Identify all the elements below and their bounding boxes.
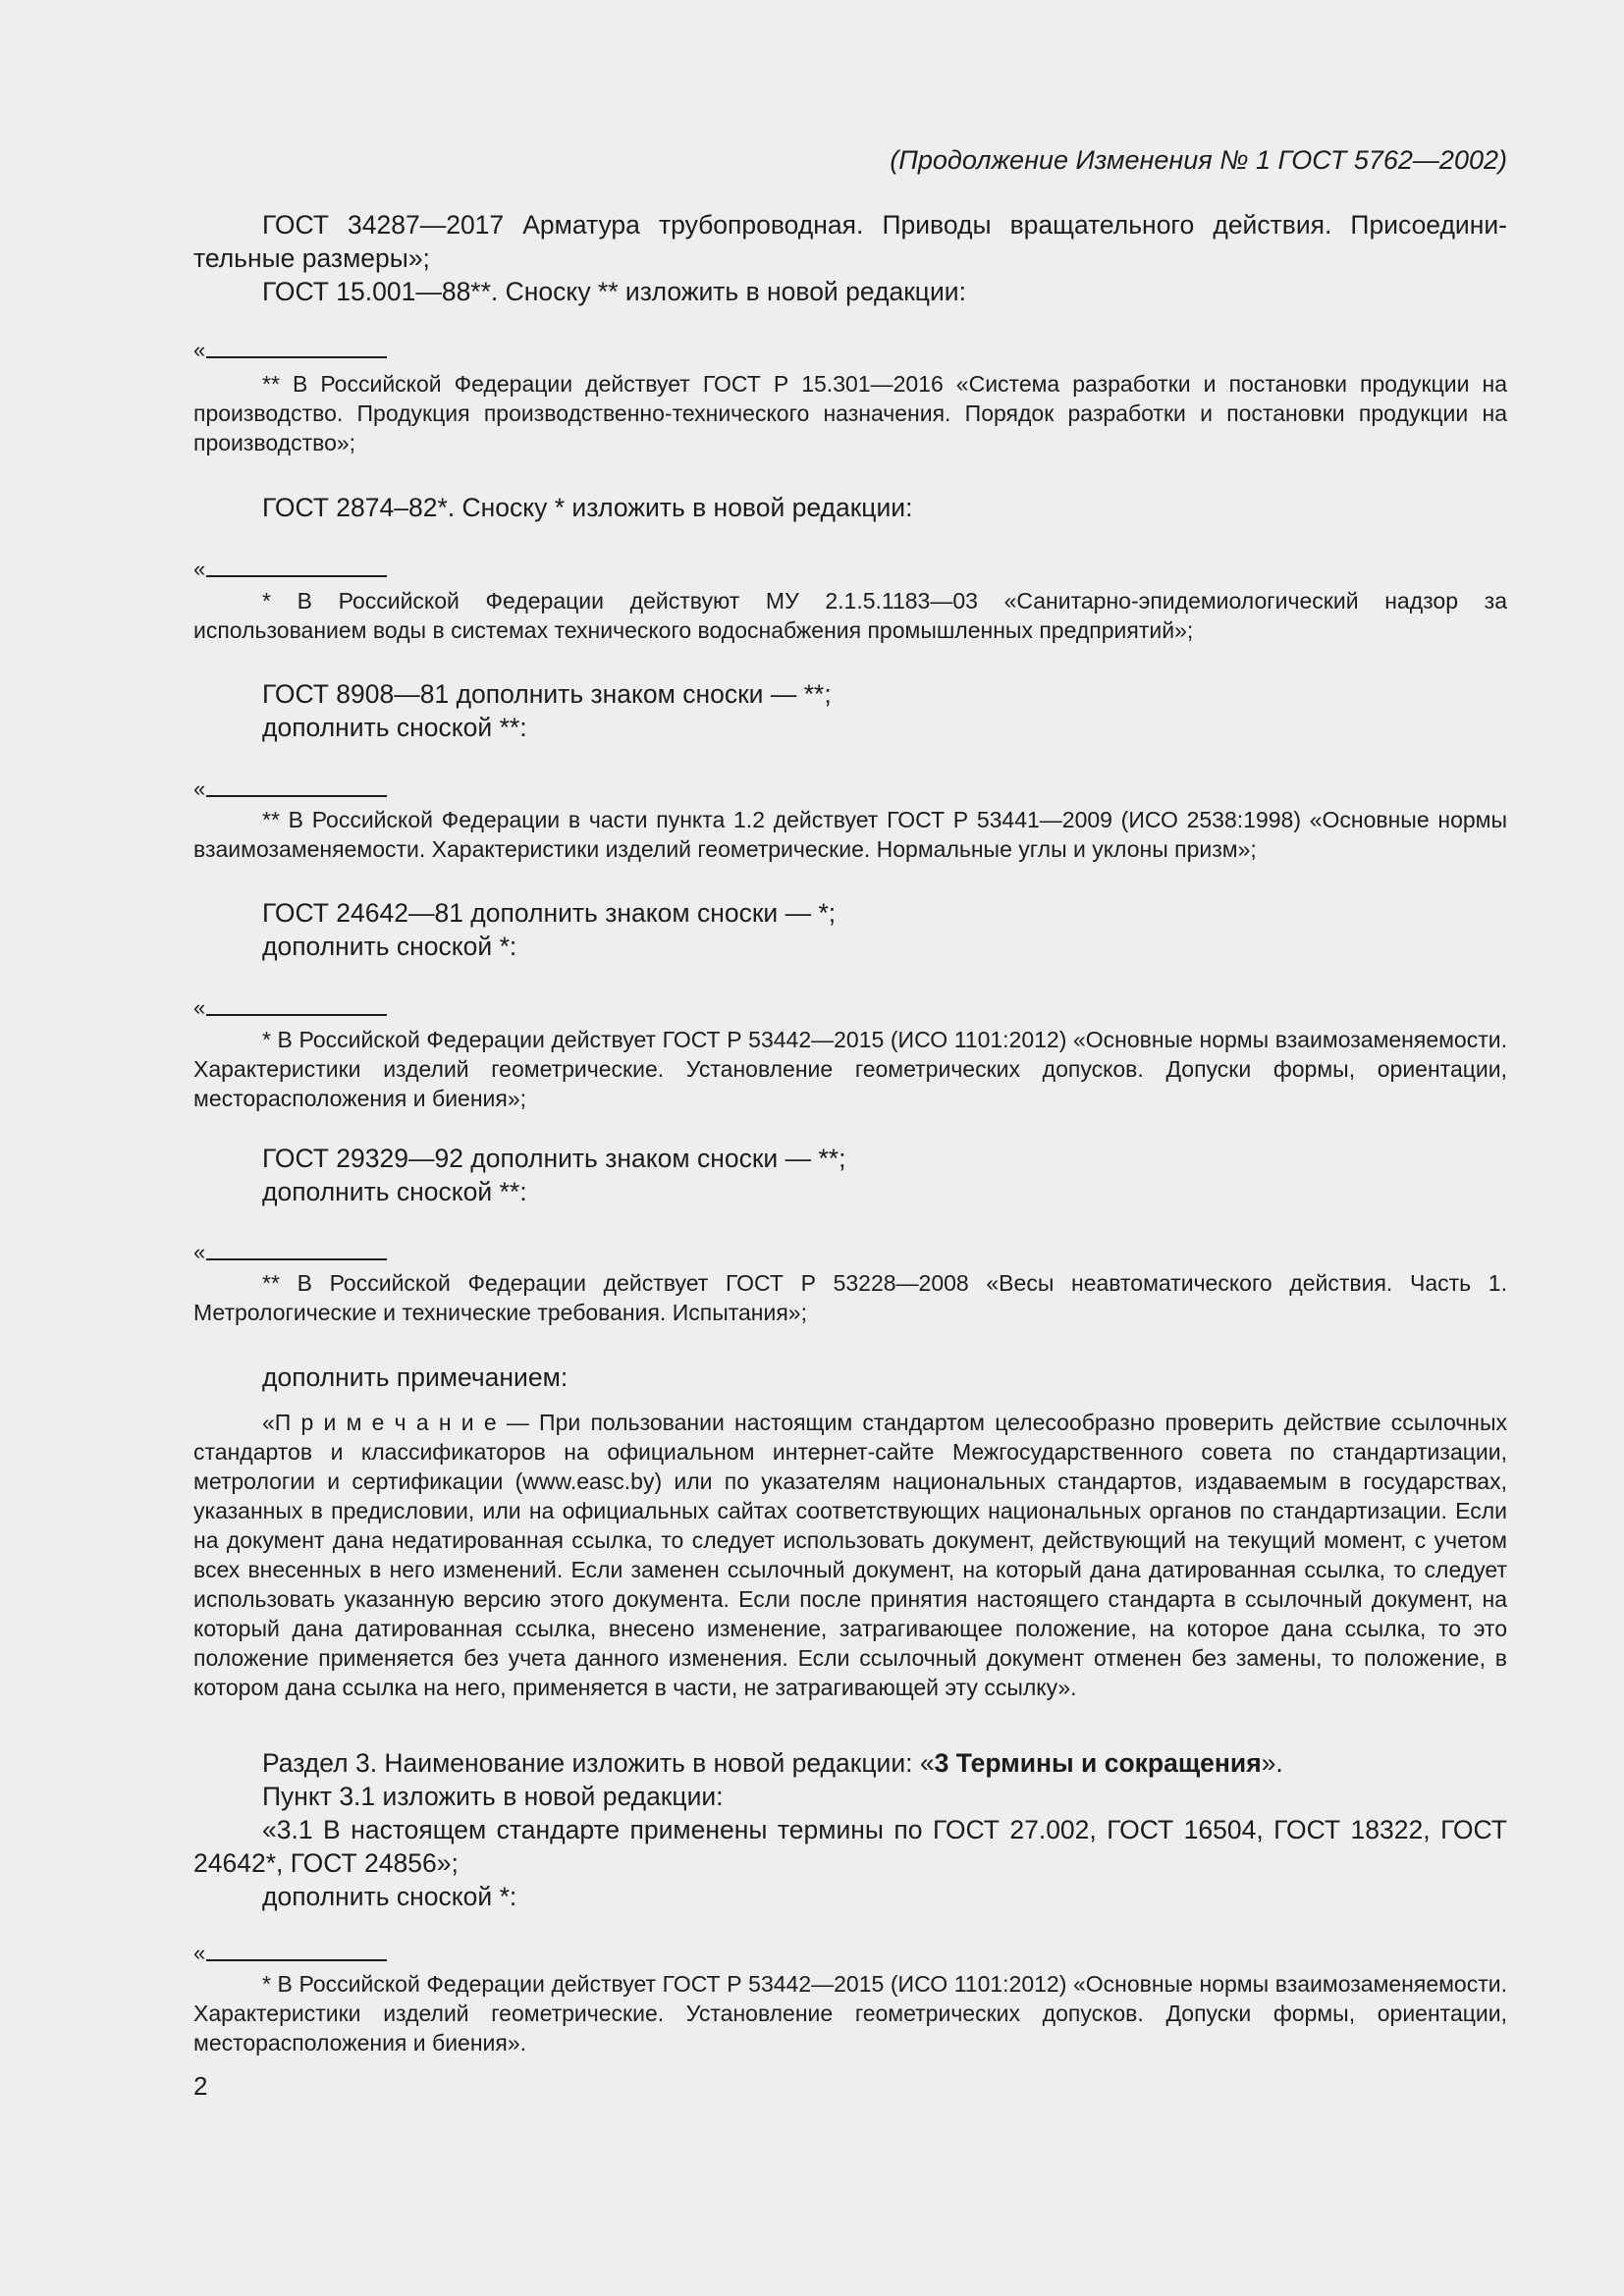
footnote-quote-mark: « [193, 995, 206, 1020]
amendment-block-3 [193, 677, 1507, 744]
footnote-quote-mark: « [193, 1240, 206, 1264]
amendment-block-6 [193, 1361, 1507, 1394]
footnote-mu-2151183: * В Российской Федерации действуют МУ 2.1.5.1183—03 «Санитарно-эпидемиологический надзор за использованием воды в системах технического водоснабжения промышленных предприятий»; [193, 588, 1507, 643]
footnote-rule [206, 1258, 387, 1260]
footnote-separator [193, 557, 390, 588]
note-text: «П р и м е ч а н и е — При пользовании настоящим стандартом целесообразно проверить действие ссылочных стандартов и классификаторов на официальном интернет-сайте Межгосударственного совета по стандартизации, метрологии и сертификации (www.easc.by) или по указателям национальных стандартов, издаваемым в государствах, указанных в предисловии, или на официальных сайтах соответствующих национальных органов по стандартизации. Если на документ дана недатированная ссылка, то следует использовать документ, действующий на текущий момент, с учетом всех внесенных в него изменений. Если заменен ссылочный документ, на который дана датированная ссылка, то следует использовать указанную версию этого документа. Если после принятия настоящего стандарта в ссылочный документ, на который дана датированная ссылка, внесено изменение, затрагивающее положение, на которое дана ссылка, то это положение применяется без учета данного изменения. Если ссылочный документ отменен без замены, то положение, в котором дана ссылка на него, применяется в части, не затрагивающей эту ссылку». [193, 1410, 1507, 1700]
footnote-block-4 [193, 1025, 1507, 1113]
footnote-block-3 [193, 805, 1507, 864]
footnote-block-1 [193, 369, 1507, 457]
amendment-block-4 [193, 896, 1507, 963]
paragraph-add-footnote: дополнить сноской *: [262, 1882, 517, 1911]
amendment-block-7 [193, 1746, 1507, 1913]
amendment-block-5 [193, 1142, 1507, 1208]
footnote-rule [206, 1014, 387, 1016]
footnote-block-6 [193, 1969, 1507, 2057]
section-3-suffix: ». [1261, 1748, 1283, 1778]
paragraph-clause-3-1: Пункт 3.1 изложить в новой редакции: [262, 1782, 724, 1811]
page-number: 2 [193, 2071, 208, 2101]
paragraph-section-3 [193, 1746, 1507, 1780]
paragraph-add-note: дополнить примечанием: [262, 1362, 568, 1392]
paragraph-clause-3-1-text: «3.1 В настоящем стандарте применены термины по ГОСТ 27.002, ГОСТ 16504, ГОСТ 18322, ГОСТ 24642*, ГОСТ 24856»; [193, 1815, 1507, 1878]
footnote-gost-r-53228: ** В Российской Федерации действует ГОСТ Р 53228—2008 «Весы неавтоматического действия. Часть 1. Метрологические и технические требования. Испытания»; [193, 1270, 1507, 1325]
note-block [193, 1408, 1507, 1702]
footnote-rule [206, 795, 387, 797]
footnote-rule [206, 1959, 387, 1961]
footnote-gost-r-53442-final: * В Российской Федерации действует ГОСТ Р 53442—2015 (ИСО 1101:2012) «Основные нормы взаимозаменяемости. Характеристики изделий геометрические. Установление геометрических допусков. Допуски формы, ориентации, месторасположения и биения». [193, 1971, 1507, 2056]
section-3-title: 3 Термины и сокращения [934, 1748, 1262, 1778]
paragraph-add-footnote: дополнить сноской *: [262, 932, 517, 961]
footnote-quote-mark: « [193, 557, 206, 581]
footnote-quote-mark: « [193, 776, 206, 801]
footnote-block-2 [193, 586, 1507, 645]
footnote-separator [193, 338, 390, 369]
footnote-rule [206, 575, 387, 577]
footnote-quote-mark: « [193, 1941, 206, 1965]
section-3-prefix: Раздел 3. Наименование изложить в новой редакции: « [262, 1748, 935, 1778]
footnote-rule [206, 356, 387, 358]
paragraph-gost-2874: ГОСТ 2874–82*. Сноску * изложить в новой редакции: [262, 493, 913, 522]
paragraph-gost-34287: ГОСТ 34287—2017 Арматура трубопроводная. Приводы вращательного действия. Присоедини-тельные размеры»; [193, 210, 1507, 273]
amendment-block-2 [193, 491, 1507, 524]
footnote-gost-r-53442: * В Российской Федерации действует ГОСТ Р 53442—2015 (ИСО 1101:2012) «Основные нормы взаимозаменяемости. Характеристики изделий геометрические. Установление геометрических допусков. Допуски формы, ориентации, месторасположения и биения»; [193, 1027, 1507, 1111]
amendment-block-1 [193, 208, 1507, 308]
paragraph-gost-15001: ГОСТ 15.001—88**. Сноску ** изложить в новой редакции: [262, 277, 966, 306]
footnote-quote-mark: « [193, 338, 206, 362]
footnote-gost-r-15301: ** В Российской Федерации действует ГОСТ Р 15.301—2016 «Система разработки и постановки продукции на производство. Продукция производственно-технического назначения. Порядок разработки и постановки продукции на производство»; [193, 371, 1507, 455]
footnote-separator [193, 995, 390, 1027]
paragraph-gost-29329: ГОСТ 29329—92 дополнить знаком сноски — **; [262, 1144, 846, 1173]
footnote-gost-r-53441: ** В Российской Федерации в части пункта 1.2 действует ГОСТ Р 53441—2009 (ИСО 2538:1998) «Основные нормы взаимозаменяемости. Характеристики изделий геометрические. Нормальные углы и уклоны призм»; [193, 807, 1507, 862]
continuation-header: (Продолжение Изменения № 1 ГОСТ 5762—2002) [890, 145, 1507, 175]
footnote-block-5 [193, 1268, 1507, 1327]
paragraph-gost-8908: ГОСТ 8908—81 дополнить знаком сноски — **; [262, 679, 832, 709]
paragraph-add-footnote: дополнить сноской **: [262, 1177, 527, 1206]
paragraph-add-footnote: дополнить сноской **: [262, 713, 527, 742]
paragraph-gost-24642: ГОСТ 24642—81 дополнить знаком сноски — *; [262, 898, 837, 928]
